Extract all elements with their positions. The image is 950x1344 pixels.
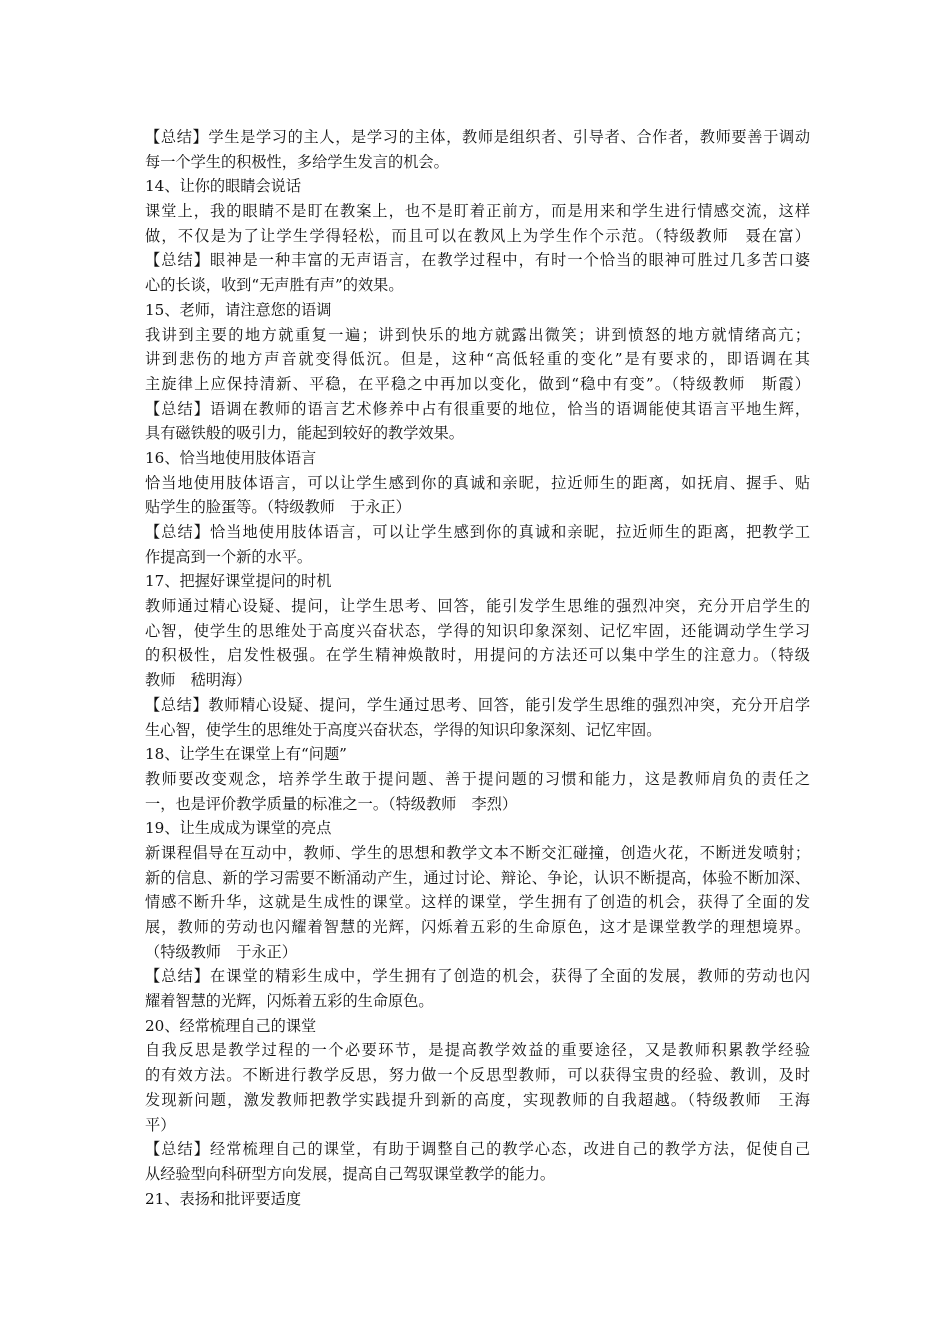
text-line: 具有磁铁般的吸引力，能起到较好的教学效果。 (145, 424, 464, 443)
text-line: 【总结】教师精心设疑、提问，学生通过思考、回答，能引发学生思维的强烈冲突，充分开启学 (145, 695, 810, 714)
text-line: 【总结】恰当地使用肢体语言，可以让学生感到你的真诚和亲昵，拉近师生的距离，把教学工 (145, 523, 810, 541)
text-line: 教师要改变观念，培养学生敢于提问题、善于提问题的习惯和能力，这是教师肩负的责任之 (145, 769, 810, 788)
section-heading-15: 15、老师，请注意您的语调 (145, 300, 332, 319)
text-line: 新课程倡导在互动中，教师、学生的思想和教学文本不断交汇碰撞，创造火花，不断迸发喷射； (145, 843, 810, 862)
text-line: 新的信息、新的学习需要不断涌动产生，通过讨论、辩论、争论，认识不断提高，体验不断加深、 (145, 868, 810, 887)
text-line: 心智，使学生的思维处于高度兴奋状态，学得的知识印象深刻、记忆牢固，还能调动学生学习 (145, 621, 810, 640)
text-line: 【总结】学生是学习的主人，是学习的主体，教师是组织者、引导者、合作者，教师要善于调动 (145, 128, 810, 146)
text-line: 主旋律上应保持清新、平稳，在平稳之中再加以变化，做到“稳中有变”。（特级教师 斯霞） (145, 374, 810, 393)
text-line: 【总结】语调在教师的语言艺术修养中占有很重要的地位，恰当的语调能使其语言平地生辉， (145, 399, 810, 418)
text-line: 的有效方法。不断进行教学反思，努力做一个反思型教师，可以获得宝贵的经验、教训，及时 (145, 1066, 810, 1085)
text-line: 【总结】眼神是一种丰富的无声语言，在教学过程中，有时一个恰当的眼神可胜过几多苦口婆 (145, 251, 810, 270)
text-line: 自我反思是教学过程的一个必要环节，是提高教学效益的重要途径，又是教师积累教学经验 (145, 1041, 810, 1060)
text-line: 耀着智慧的光辉，闪烁着五彩的生命原色。 (145, 992, 434, 1011)
text-line: 发现新问题，激发教师把教学实践提升到新的高度，实现教师的自我超越。（特级教师 王海 (145, 1090, 810, 1109)
section-heading-18: 18、让学生在课堂上有“问题” (145, 745, 347, 764)
text-line: 作提高到一个新的水平。 (145, 547, 313, 566)
document-page (145, 125, 810, 1211)
text-line: 贴学生的脸蛋等。（特级教师 于永正） (145, 498, 411, 517)
text-line: 生心智，使学生的思维处于高度兴奋状态，学得的知识印象深刻、记忆牢固。 (145, 720, 662, 739)
text-line: 心的长谈，收到“无声胜有声”的效果。 (145, 276, 404, 295)
section-heading-21: 21、表扬和批评要适度 (145, 1189, 302, 1208)
text-line: 做，不仅是为了让学生学得轻松，而且可以在教风上为学生作个示范。（特级教师 聂在富） (145, 226, 810, 245)
text-line: 从经验型向科研型方向发展，提高自己驾驭课堂教学的能力。 (145, 1164, 556, 1183)
text-line: 教师 嵇明海） (145, 671, 252, 690)
text-line: 情感不断升华，这就是生成性的课堂。这样的课堂，学生拥有了创造的机会，获得了全面的发 (145, 893, 810, 912)
section-heading-16: 16、恰当地使用肢体语言 (145, 448, 317, 467)
text-line: 恰当地使用肢体语言，可以让学生感到你的真诚和亲昵，拉近师生的距离，如抚肩、握手、贴 (145, 473, 810, 492)
section-heading-19: 19、让生成成为课堂的亮点 (145, 819, 332, 838)
text-line: 我讲到主要的地方就重复一遍；讲到快乐的地方就露出微笑；讲到愤怒的地方就情绪高亢； (145, 325, 810, 344)
text-line: 讲到悲伤的地方声音就变得低沉。但是，这种“高低轻重的变化”是有要求的，即语调在其 (145, 350, 810, 369)
text-line: 每一个学生的积极性，多给学生发言的机会。 (145, 152, 449, 171)
text-line: 课堂上，我的眼睛不是盯在教案上，也不是盯着正前方，而是用来和学生进行情感交流，这样 (145, 202, 810, 221)
section-heading-17: 17、把握好课堂提问的时机 (145, 572, 332, 591)
text-line: 的积极性，启发性极强。在学生精神焕散时，用提问的方法还可以集中学生的注意力。（特级 (145, 646, 810, 665)
section-heading-14: 14、让你的眼睛会说话 (145, 177, 302, 196)
text-line: 【总结】在课堂的精彩生成中，学生拥有了创造的机会，获得了全面的发展，教师的劳动也闪 (145, 967, 810, 986)
text-line: 教师通过精心设疑、提问，让学生思考、回答，能引发学生思维的强烈冲突，充分开启学生的 (145, 597, 810, 616)
section-heading-20: 20、经常梳理自己的课堂 (145, 1016, 317, 1035)
text-line: （特级教师 于永正） (145, 942, 297, 961)
text-line: 一，也是评价教学质量的标准之一。（特级教师 李烈） (145, 794, 518, 813)
text-line: 平） (145, 1115, 176, 1134)
text-line: 展，教师的劳动也闪耀着智慧的光辉，闪烁着五彩的生命原色，这才是课堂教学的理想境界。 (145, 918, 810, 936)
text-line: 【总结】经常梳理自己的课堂，有助于调整自己的教学心态，改进自己的教学方法，促使自己 (145, 1140, 810, 1159)
